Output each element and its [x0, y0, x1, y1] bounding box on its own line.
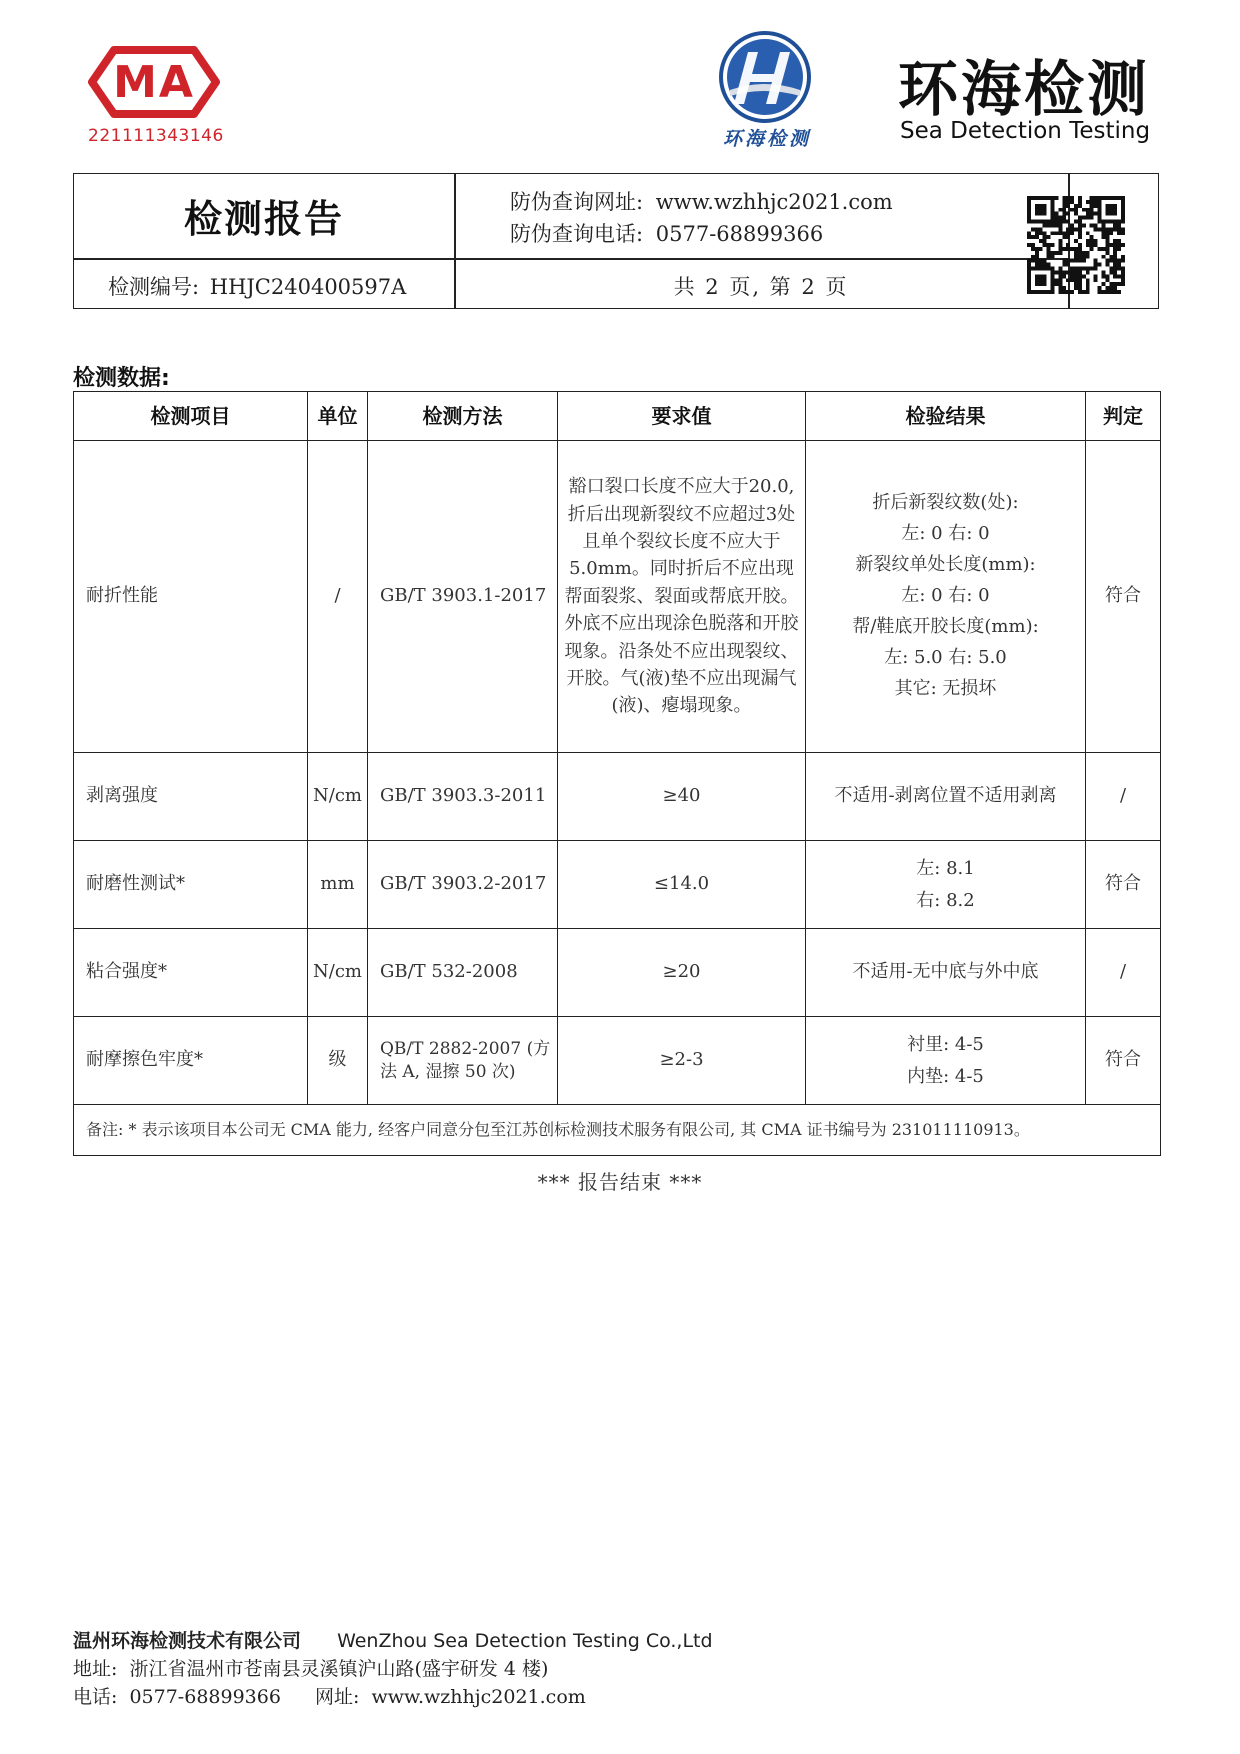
- row-item: 耐摩擦色牢度*: [74, 1017, 308, 1105]
- address-label: 地址:: [73, 1658, 118, 1680]
- row-unit: N/cm: [308, 929, 368, 1017]
- report-number-label: 检测编号:: [108, 275, 200, 299]
- row-verdict: 符合: [1086, 1017, 1161, 1105]
- web[interactable]: www.wzhhjc2021.com: [371, 1686, 586, 1708]
- result-line: 折后新裂纹数(处):: [872, 492, 1019, 514]
- section-title: 检测数据:: [73, 366, 170, 391]
- table-row: [74, 841, 1161, 929]
- qr-code-icon[interactable]: [1027, 196, 1125, 294]
- row-result: [806, 929, 1086, 1017]
- result-line: 左: 5.0 右: 5.0: [884, 646, 1007, 668]
- result-line: 不适用-无中底与外中底: [852, 961, 1039, 983]
- row-verdict: /: [1086, 753, 1161, 841]
- phone: 0577-68899366: [129, 1686, 281, 1708]
- row-verdict: /: [1086, 929, 1161, 1017]
- verify-phone-label: 防伪查询电话:: [510, 222, 644, 246]
- page-info: 共 2 页, 第 2 页: [673, 275, 849, 299]
- test-data-table: [73, 391, 1161, 1156]
- result-line: 不适用-剥离位置不适用剥离: [834, 785, 1057, 807]
- address: 浙江省温州市苍南县灵溪镇沪山路(盛宇研发 4 楼): [129, 1658, 549, 1680]
- footer-company-line: [73, 1626, 713, 1653]
- row-verdict: 符合: [1086, 441, 1161, 753]
- verify-url-line: [510, 186, 893, 216]
- company-emblem-icon: [718, 30, 812, 124]
- row-result: [806, 841, 1086, 929]
- report-number-line: [108, 271, 406, 301]
- row-unit: 级: [308, 1017, 368, 1105]
- row-result: [806, 1017, 1086, 1105]
- row-unit: /: [308, 441, 368, 753]
- header-result: 检验结果: [806, 392, 1086, 441]
- verify-url[interactable]: www.wzhhjc2021.com: [655, 190, 893, 214]
- report-number: HHJC240400597A: [209, 275, 407, 299]
- web-label: 网址:: [314, 1686, 360, 1708]
- header-unit: 单位: [308, 392, 368, 441]
- result-line: 左: 0 右: 0: [901, 523, 990, 545]
- table-note: 备注: * 表示该项目本公司无 CMA 能力, 经客户同意分包至江苏创标检测技术服务有限公司, 其 CMA 证书编号为 231011110913。: [74, 1105, 1161, 1156]
- row-item: 耐折性能: [74, 441, 308, 753]
- footer-address-line: [73, 1654, 548, 1681]
- row-requirement: ≥40: [558, 753, 806, 841]
- brand-name-cn: 环海检测: [898, 55, 1150, 125]
- table-row: [74, 441, 1161, 753]
- row-item: 耐磨性测试*: [74, 841, 308, 929]
- verify-url-label: 防伪查询网址:: [510, 190, 644, 214]
- footer-contact-line: [73, 1682, 586, 1709]
- report-title: 检测报告: [183, 197, 344, 241]
- row-method: GB/T 532-2008: [368, 929, 558, 1017]
- result-line: 左: 8.1: [916, 858, 975, 879]
- company-name-en: WenZhou Sea Detection Testing Co.,Ltd: [337, 1630, 713, 1652]
- result-line: 衬里: 4-5: [907, 1034, 984, 1055]
- row-requirement: ≥20: [558, 929, 806, 1017]
- result-line: 其它: 无损坏: [894, 677, 997, 699]
- svg-text:MA: MA: [113, 57, 195, 108]
- row-method: QB/T 2882-2007 (方法 A, 湿擦 50 次): [368, 1017, 558, 1105]
- result-line: 帮/鞋底开胶长度(mm):: [852, 615, 1039, 637]
- cma-logo: [84, 42, 224, 122]
- row-requirement: ≤14.0: [558, 841, 806, 929]
- report-header-box: [73, 173, 1159, 309]
- company-name-cn: 温州环海检测技术有限公司: [73, 1630, 302, 1652]
- header-verdict: 判定: [1086, 392, 1161, 441]
- cma-number: 221111343146: [88, 126, 224, 146]
- header-method: 检测方法: [368, 392, 558, 441]
- row-method: GB/T 3903.1-2017: [368, 441, 558, 753]
- row-requirement: ≥2-3: [558, 1017, 806, 1105]
- report-end-marker: *** 报告结束 ***: [537, 1170, 703, 1194]
- header-item: 检测项目: [74, 392, 308, 441]
- row-item: 粘合强度*: [74, 929, 308, 1017]
- row-item: 剥离强度: [74, 753, 308, 841]
- verify-phone-line: [510, 218, 823, 248]
- row-result: [806, 441, 1086, 753]
- result-line: 右: 8.2: [916, 889, 975, 911]
- row-requirement: 豁口裂口长度不应大于20.0,折后出现新裂纹不应超过3处且单个裂纹长度不应大于5.0mm。同时折后不应出现帮面裂浆、裂面或帮底开胶。外底不应出现涂色脱落和开胶现象。沿条处不应出现裂纹、开胶。气(液)垫不应出现漏气(液)、瘪塌现象。: [558, 441, 806, 753]
- result-line: 新裂纹单处长度(mm):: [855, 554, 1036, 576]
- table-row: [74, 753, 1161, 841]
- row-method: GB/T 3903.2-2017: [368, 841, 558, 929]
- table-note-row: [74, 1105, 1161, 1156]
- phone-label: 电话:: [73, 1686, 118, 1708]
- table-row: [74, 929, 1161, 1017]
- result-line: 左: 0 右: 0: [901, 585, 990, 607]
- row-verdict: 符合: [1086, 841, 1161, 929]
- verify-phone: 0577-68899366: [655, 222, 824, 246]
- brand-name-en: Sea Detection Testing: [900, 118, 1151, 144]
- row-result: [806, 753, 1086, 841]
- row-unit: mm: [308, 841, 368, 929]
- row-method: GB/T 3903.3-2011: [368, 753, 558, 841]
- row-unit: N/cm: [308, 753, 368, 841]
- emblem-caption: 环海检测: [722, 128, 811, 150]
- result-line: 内垫: 4-5: [907, 1065, 984, 1087]
- header-requirement: 要求值: [558, 392, 806, 441]
- table-header-row: [74, 392, 1161, 441]
- table-row: [74, 1017, 1161, 1105]
